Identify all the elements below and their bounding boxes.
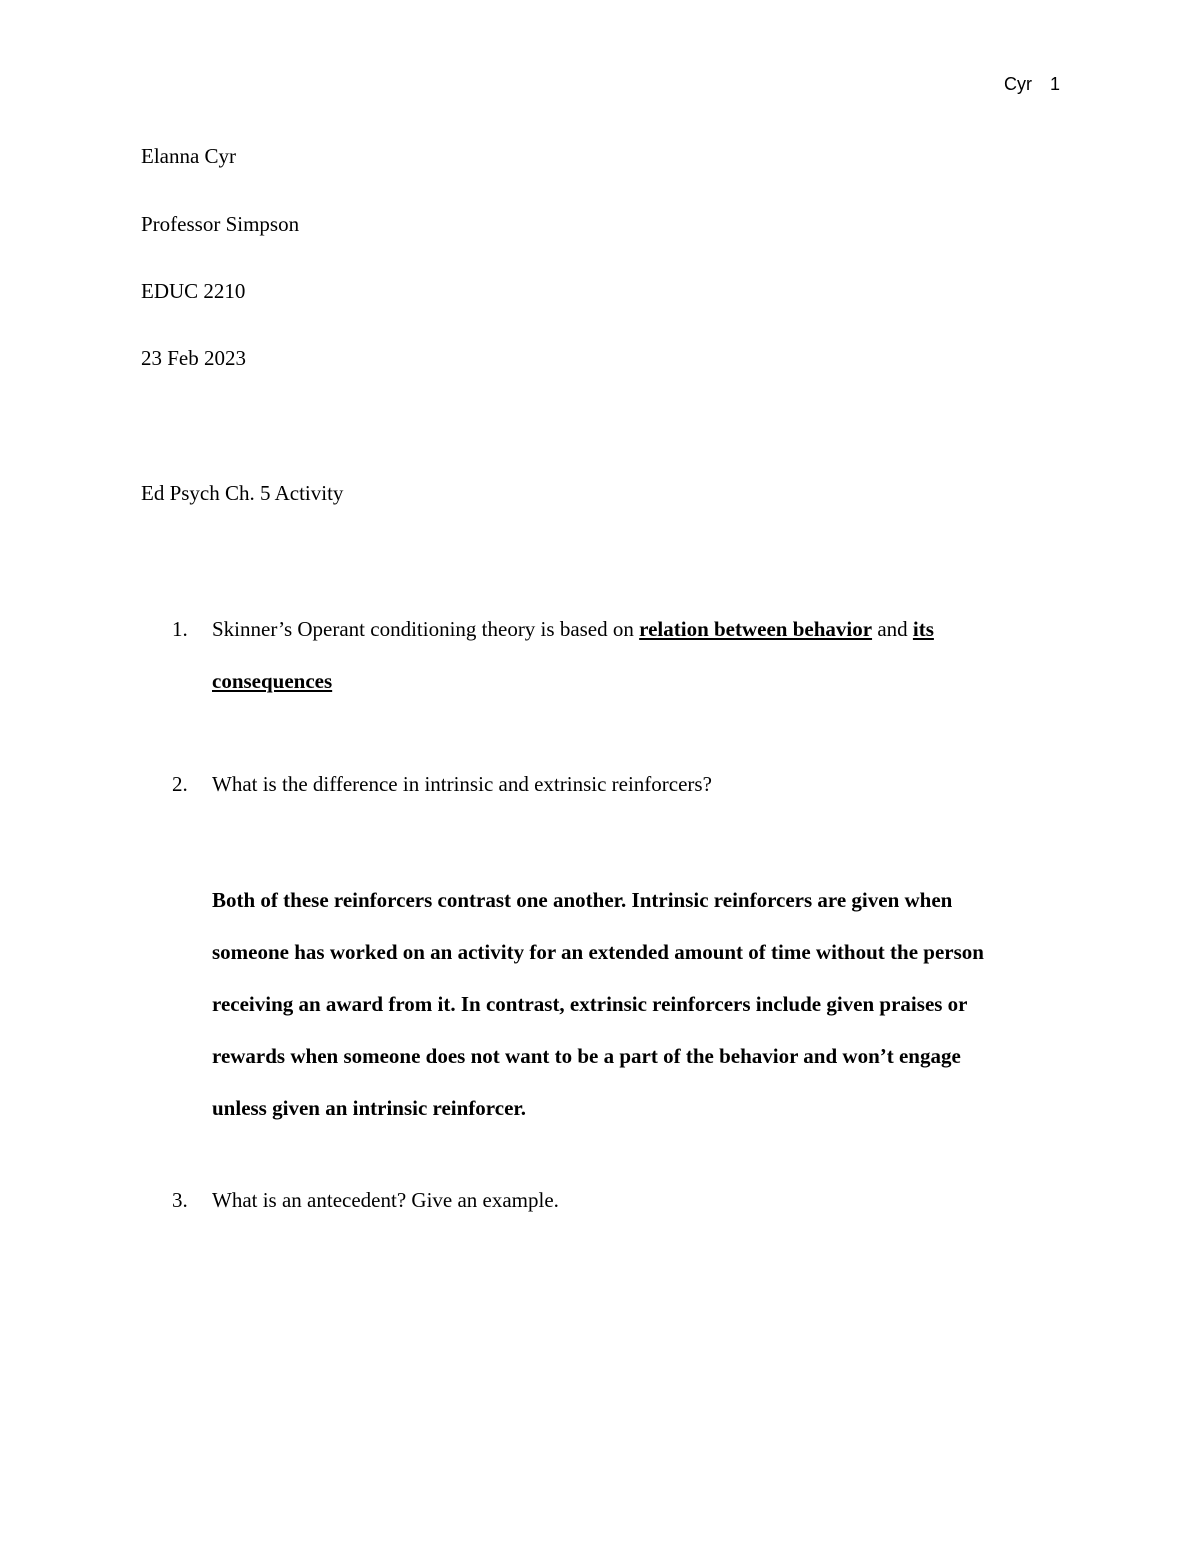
answer-line: Both of these reinforcers contrast one another. Intrinsic reinforcers are given when [212, 888, 953, 912]
page-number: 1 [1049, 74, 1060, 94]
answer-2 [212, 874, 1062, 1134]
date: 23 Feb 2023 [141, 346, 246, 370]
answer-line: receiving an award from it. In contrast, extrinsic reinforcers include given praises or [212, 992, 968, 1016]
document-title: Ed Psych Ch. 5 Activity [141, 481, 344, 505]
question-text: What is an antecedent? Give an example. [212, 1188, 559, 1212]
blank-answer: relation between behavior [639, 617, 873, 641]
blank-answer: its [912, 617, 934, 641]
connector-text: and [877, 617, 908, 641]
page-header [1004, 74, 1060, 95]
course-code: EDUC 2210 [141, 279, 246, 303]
professor-name: Professor Simpson [141, 212, 300, 236]
answer-line: rewards when someone does not want to be a part of the behavior and won’t engage [212, 1044, 961, 1068]
student-name: Elanna Cyr [141, 144, 237, 168]
question-number: 2. [172, 772, 188, 796]
question-number: 3. [172, 1188, 188, 1212]
header-surname: Cyr [1003, 74, 1032, 94]
answer-line: someone has worked on an activity for an extended amount of time without the person [212, 940, 984, 964]
question-text: What is the difference in intrinsic and extrinsic reinforcers? [212, 772, 712, 796]
question-2 [172, 772, 712, 796]
question-text: Skinner’s Operant conditioning theory is based on [212, 617, 634, 641]
question-number: 1. [172, 617, 188, 641]
question-1 [172, 617, 934, 641]
question-1-continuation [212, 669, 332, 693]
blank-answer: consequences [212, 669, 333, 693]
question-3 [172, 1188, 559, 1212]
answer-line: unless given an intrinsic reinforcer. [212, 1096, 527, 1120]
